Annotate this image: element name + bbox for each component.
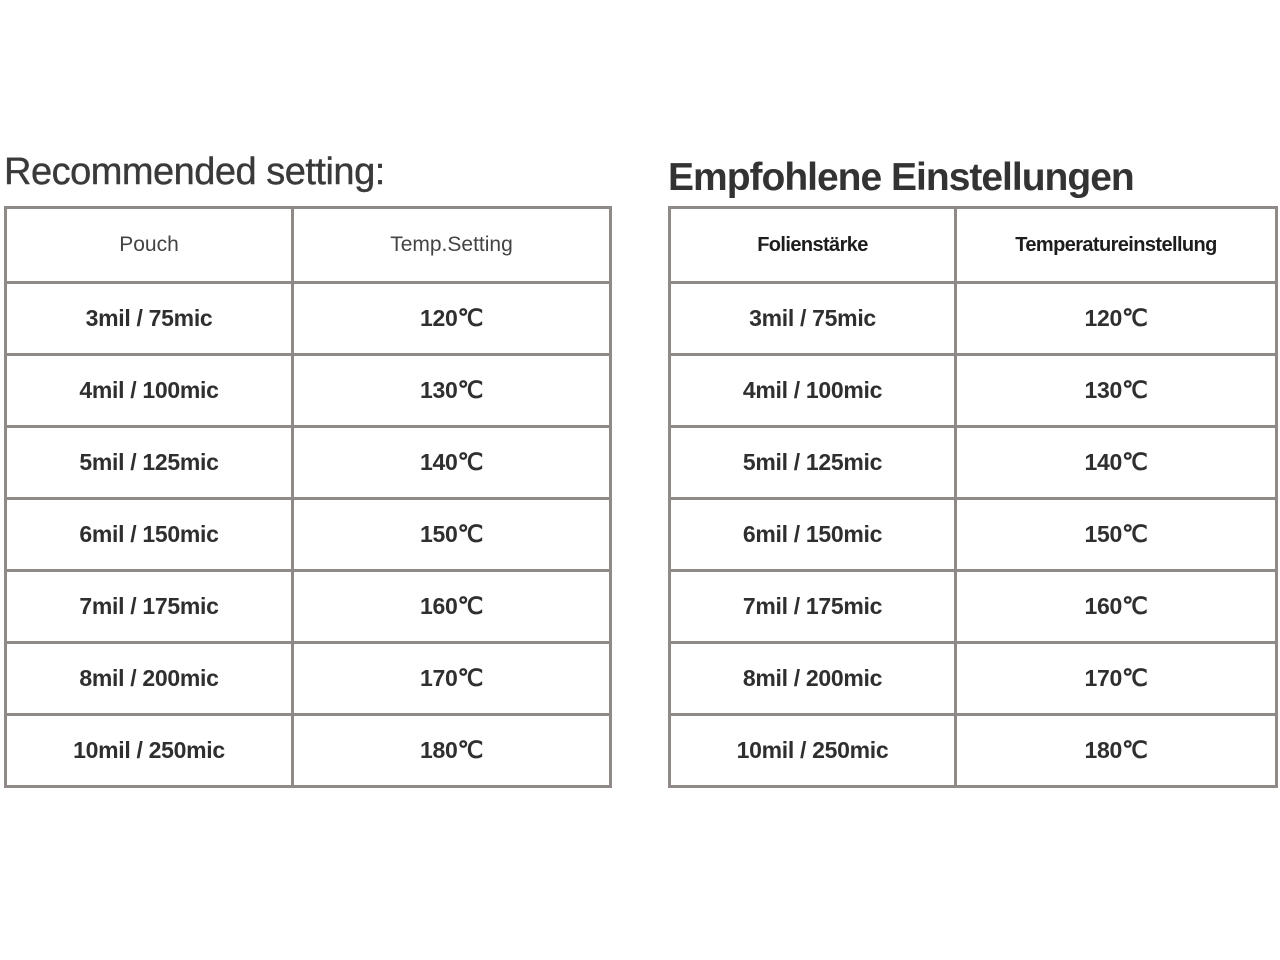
table-row xyxy=(670,427,1277,499)
pouch-thickness-cell: 5mil / 125mic xyxy=(670,427,956,499)
pouch-thickness-cell: 3mil / 75mic xyxy=(6,283,293,355)
pouch-thickness-cell: 7mil / 175mic xyxy=(670,571,956,643)
table-row xyxy=(6,283,611,355)
temperature-cell: 120℃ xyxy=(293,283,611,355)
pouch-column-header: Pouch xyxy=(6,208,293,283)
foil-thickness-column-header: Folienstärke xyxy=(670,208,956,283)
pouch-thickness-cell: 10mil / 250mic xyxy=(6,715,293,787)
table-row xyxy=(6,571,611,643)
table-row xyxy=(6,499,611,571)
pouch-thickness-cell: 3mil / 75mic xyxy=(670,283,956,355)
temperature-cell: 140℃ xyxy=(956,427,1277,499)
english-settings-table xyxy=(4,206,612,788)
pouch-thickness-cell: 6mil / 150mic xyxy=(670,499,956,571)
pouch-thickness-cell: 7mil / 175mic xyxy=(6,571,293,643)
table-header-row xyxy=(670,208,1277,283)
temperature-cell: 130℃ xyxy=(293,355,611,427)
german-settings-table xyxy=(668,206,1278,788)
pouch-thickness-cell: 8mil / 200mic xyxy=(670,643,956,715)
german-title: Empfohlene Einstellungen xyxy=(668,156,1134,199)
temperature-cell: 120℃ xyxy=(956,283,1277,355)
table-row xyxy=(670,715,1277,787)
temperature-cell: 160℃ xyxy=(293,571,611,643)
temperature-cell: 160℃ xyxy=(956,571,1277,643)
temperature-setting-column-header: Temperatureinstellung xyxy=(956,208,1277,283)
temperature-cell: 170℃ xyxy=(293,643,611,715)
table-row xyxy=(670,355,1277,427)
pouch-thickness-cell: 6mil / 150mic xyxy=(6,499,293,571)
table-row xyxy=(670,499,1277,571)
table-header-row xyxy=(6,208,611,283)
temperature-cell: 180℃ xyxy=(293,715,611,787)
pouch-thickness-cell: 4mil / 100mic xyxy=(670,355,956,427)
table-row xyxy=(670,283,1277,355)
table-row xyxy=(6,355,611,427)
table-row xyxy=(6,427,611,499)
temperature-cell: 150℃ xyxy=(956,499,1277,571)
pouch-thickness-cell: 8mil / 200mic xyxy=(6,643,293,715)
temperature-cell: 170℃ xyxy=(956,643,1277,715)
table-row xyxy=(670,643,1277,715)
table-row xyxy=(6,643,611,715)
temperature-cell: 130℃ xyxy=(956,355,1277,427)
english-settings-panel xyxy=(4,148,612,788)
pouch-thickness-cell: 10mil / 250mic xyxy=(670,715,956,787)
temperature-cell: 180℃ xyxy=(956,715,1277,787)
temperature-cell: 150℃ xyxy=(293,499,611,571)
english-title: Recommended setting: xyxy=(4,151,385,193)
temp-setting-column-header: Temp.Setting xyxy=(293,208,611,283)
pouch-thickness-cell: 5mil / 125mic xyxy=(6,427,293,499)
table-row xyxy=(670,571,1277,643)
pouch-thickness-cell: 4mil / 100mic xyxy=(6,355,293,427)
german-settings-panel xyxy=(668,148,1278,788)
temperature-cell: 140℃ xyxy=(293,427,611,499)
table-row xyxy=(6,715,611,787)
